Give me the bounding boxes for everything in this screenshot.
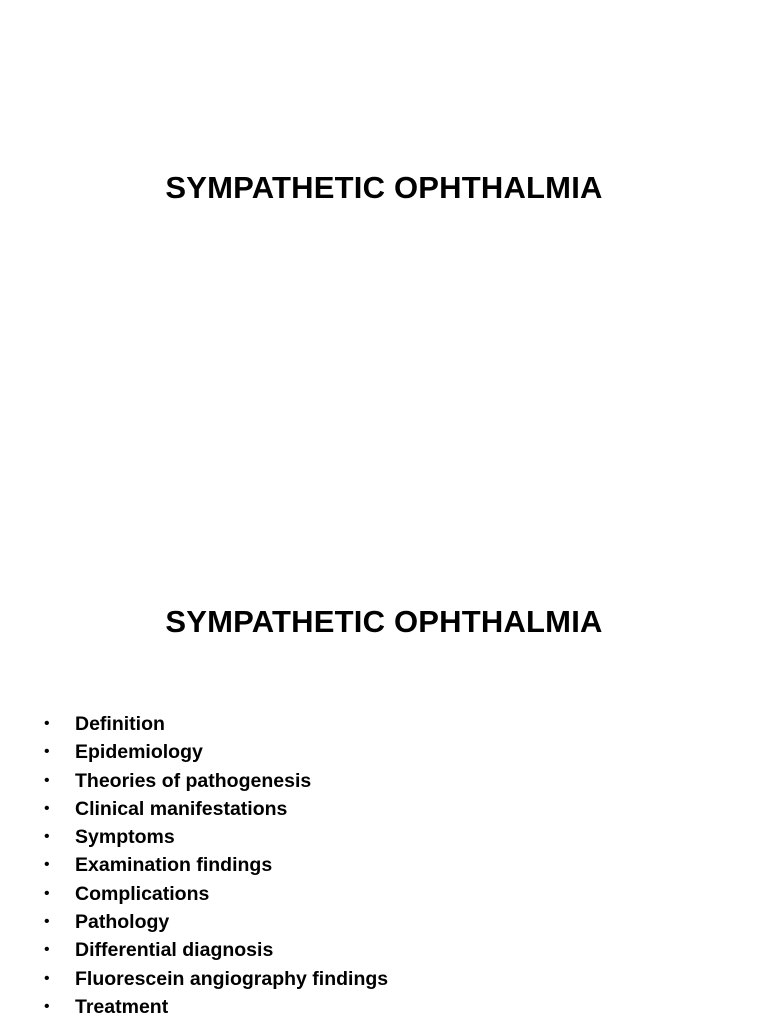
- bullet-icon: •: [44, 799, 50, 817]
- list-item-label: Examination findings: [75, 854, 273, 877]
- bullet-icon: •: [44, 828, 50, 846]
- list-item-label: Epidemiology: [75, 741, 203, 764]
- bullet-icon: •: [44, 884, 50, 902]
- list-item: [40, 795, 388, 823]
- list-item: [40, 710, 388, 738]
- bullet-icon: •: [44, 856, 50, 874]
- list-item-label: Definition: [75, 713, 165, 735]
- bullet-icon: •: [44, 941, 50, 959]
- slide-title: SYMPATHETIC OPHTHALMIA: [165, 170, 603, 205]
- list-item: [40, 965, 388, 993]
- bullet-icon: •: [44, 997, 50, 1015]
- list-item-label: Symptoms: [75, 826, 175, 849]
- slide-title: SYMPATHETIC OPHTHALMIA: [165, 604, 603, 639]
- contents-slide: [0, 556, 768, 1024]
- bullet-icon: •: [44, 969, 50, 987]
- list-item: [40, 936, 388, 964]
- list-item: [40, 851, 388, 879]
- bullet-icon: •: [44, 743, 50, 761]
- list-item: [40, 823, 388, 851]
- list-item-label: Treatment: [75, 995, 169, 1018]
- list-item-label: Theories of pathogenesis: [75, 769, 312, 792]
- bullet-icon: •: [44, 913, 50, 931]
- list-item: [40, 993, 388, 1021]
- list-item-label: Complications: [75, 882, 210, 905]
- list-item-label: Fluorescein angiography findings: [75, 967, 389, 990]
- list-item-label: Clinical manifestations: [75, 797, 288, 820]
- bullet-icon: •: [44, 771, 50, 789]
- title-slide: [0, 0, 768, 432]
- list-item: [40, 908, 388, 936]
- list-item-label: Pathology: [75, 911, 170, 934]
- list-item: [40, 738, 388, 766]
- list-item: [40, 767, 388, 795]
- list-item-label: Differential diagnosis: [75, 939, 274, 962]
- bullet-icon: •: [44, 715, 50, 732]
- topic-list: [40, 710, 388, 1021]
- list-item: [40, 880, 388, 908]
